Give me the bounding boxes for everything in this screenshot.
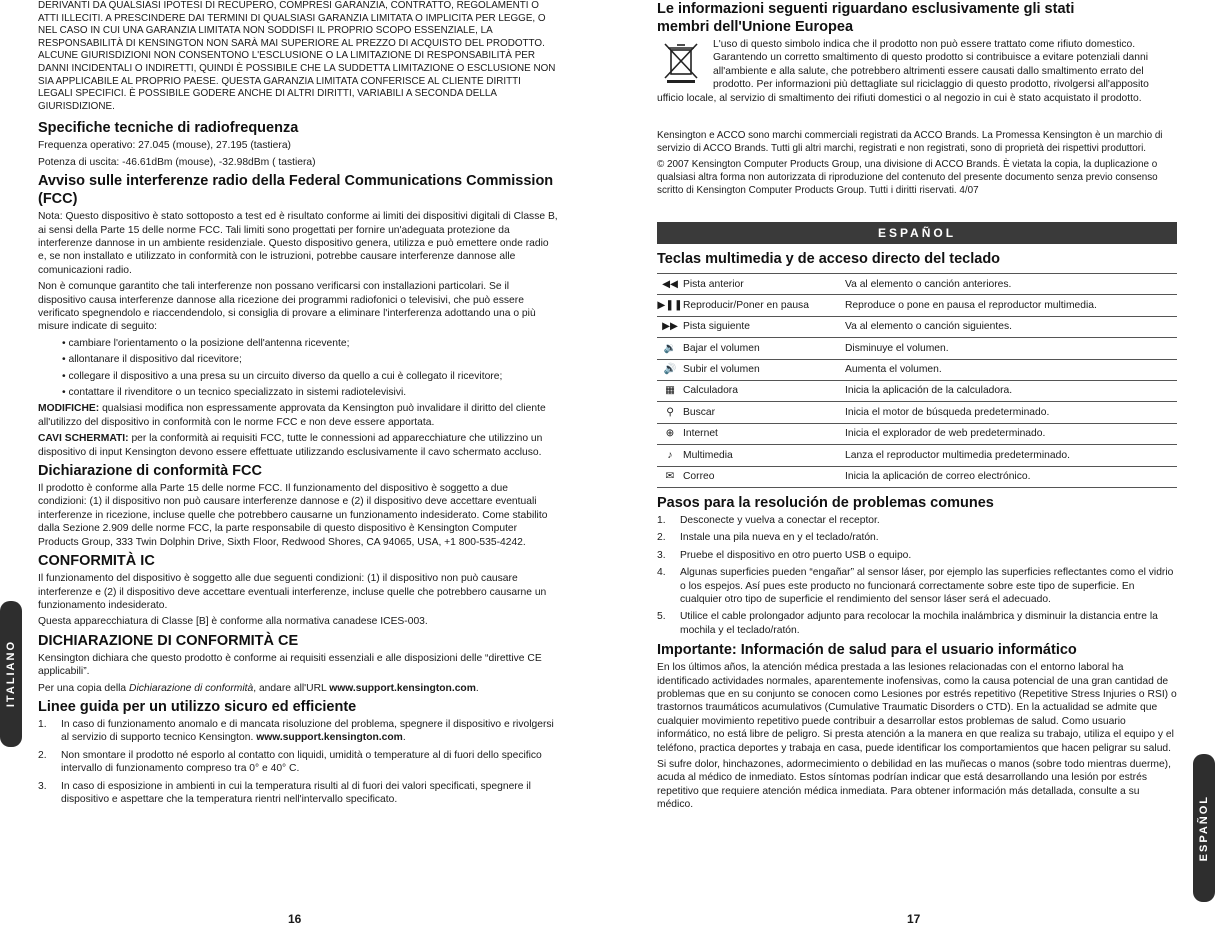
language-bar: ESPAÑOL (657, 222, 1177, 244)
list-text: Instale una pila nueva en y el teclado/ratón. (680, 532, 879, 544)
key-description: Inicia la aplicación de correo electrónico. (845, 466, 1177, 487)
volume-up-icon: 🔊 (657, 359, 683, 380)
previous-track-icon: ◀◀ (657, 274, 683, 295)
music-note-icon: ♪ (657, 445, 683, 466)
list-text: In caso di esposizione in ambienti in cui la temperatura risulti al di fuori dei valori specificati, spegnere il dispositivo e aspettare che la temperatura rientri nell'intervallo specificato. (61, 780, 531, 805)
table-row (657, 338, 1177, 359)
ce-heading: DICHIARAZIONE DI CONFORMITÀ CE (38, 632, 299, 649)
key-description: Va al elemento o canción anteriores. (845, 274, 1177, 295)
modifications-label: MODIFICHE: (38, 403, 100, 415)
copyright-text: © 2007 Kensington Computer Products Group, una divisione di ACCO Brands. È vietata la copia, la duplicazione o qualsiasi altra forma non autorizzata di riproduzione del contenuto del presente documento senza previo consenso scritto di Kensington Computer Products Group. Tutti i diritti riservati. 4/07 (657, 159, 1158, 197)
troubleshooting-heading: Pasos para la resolución de problemas comunes (657, 494, 994, 511)
list-text: Utilice el cable prolongador adjunto para recolocar la mochila inalámbrica y disminuir la distancia entre la mochila y el teclado/ratón. (680, 611, 1158, 636)
fcc-conformity-text: Il prodotto è conforme alla Parte 15 delle norme FCC. Il funzionamento del dispositivo è soggetto a due condizioni: (1) il dispositivo non può causare interferenze dannose e (2) il dispositivo deve accettare eventuali interferenze in ricezione, incluse quelle che potrebbero causarne un funzionamento indesiderato. Come stabilito dalla Sezione 2.909 delle norme FCC, la parte responsabile di questo dispositivo è Kensington Computer Products Group, 333 Twin Dolphin Drive, Sixth Floor, Redwood Shores, CA 94065, USA, +1 800-535-4242. (38, 483, 548, 548)
list-text: . (402, 732, 406, 744)
key-description: Reproduce o pone en pausa el reproductor multimedia. (845, 295, 1177, 316)
key-description: Va al elemento o canción siguientes. (845, 316, 1177, 337)
list-text: Pruebe el dispositivo en otro puerto USB o equipo. (680, 549, 912, 561)
language-tab-label: ITALIANO (5, 640, 17, 708)
modifications-text: qualsiasi modifica non espressamente approvata da Kensington può invalidare il diritto del cliente all'utilizzo del dispositivo in conformità con le norme FCC e non deve essere apportata. (38, 403, 546, 428)
key-name: Multimedia (683, 445, 845, 466)
eu-heading: Le informazioni seguenti riguardano esclusivamente gli stati membri dell'Unione Europea (657, 1, 1075, 35)
key-description: Inicia la aplicación de la calculadora. (845, 380, 1177, 401)
shielded-cables-text: per la conformità ai requisiti FCC, tutte le connessioni ad apparecchiature che utilizzino un dispositivo di input Kensington devono essere effettuate utilizzando esclusivamente il cavo schermato accluso. (38, 433, 543, 458)
table-row (657, 359, 1177, 380)
play-pause-icon: ▶❚❚ (657, 295, 683, 316)
table-row (657, 423, 1177, 444)
list-text: Algunas superficies pueden “engañar” al sensor láser, por ejemplo las superficies reflectantes como el vidrio o los espejos. Así pues este producto no funcionará correctamente sobre este tipo de superficie. En cualquier otro tipo de superficie el rendimiento del sensor láser será el adecuado. (680, 567, 1174, 605)
list-item: • contattare il rivenditore o un tecnico specializzato in sistemi radiotelevisivi. (38, 386, 558, 399)
list-text: In caso di funzionamento anomalo e di mancata risoluzione del problema, spegnere il dispositivo e rivolgersi al servizio di supporto tecnico Kensington. (61, 718, 554, 744)
shielded-cables-label: CAVI SCHERMATI: (38, 433, 129, 445)
list-item (657, 566, 1177, 606)
ce-paragraph-2 (38, 682, 558, 695)
globe-icon: ⊕ (657, 423, 683, 444)
ce-text: . (475, 682, 479, 694)
volume-down-icon: 🔉 (657, 338, 683, 359)
health-paragraph-2: Si sufre dolor, hinchazones, adormecimiento o debilidad en las muñecas o manos (sobre todo mientras duerme), acuda al médico de inmediato. Estos síntomas podrían indicar que está desarrollando una lesión por estrés repetitivo que requiere atención médica inmediata. Para obtener información más detallada, consulte a su médico. (657, 759, 1171, 811)
keys-heading: Teclas multimedia y de acceso directo del teclado (657, 251, 1001, 268)
ic-paragraph-1: Il funzionamento del dispositivo è soggetto alle due seguenti condizioni: (1) il dispositivo non può causare interferenze e (2) il dispositivo deve accettare eventuali interferenze, incluse quelle che potrebbero causarne un funzionamento indesiderato. (38, 573, 547, 611)
list-number: 2. (38, 749, 47, 761)
support-link[interactable]: www.support.kensington.com (329, 682, 476, 694)
list-text: Non smontare il prodotto né esporlo al contatto con liquidi, umidità o temperature al di fuori dello specifico intervallo di funzionamento compreso tra 0° e 40° C. (61, 749, 542, 775)
page-number-right: 17 (907, 912, 921, 926)
health-heading: Importante: Información de salud para el usuario informático (657, 642, 1077, 659)
list-item (657, 610, 1177, 637)
list-number: 3. (38, 780, 47, 792)
key-description: Inicia el motor de búsqueda predeterminado. (845, 402, 1177, 423)
troubleshooting-list (657, 514, 1177, 637)
key-name: Pista anterior (683, 274, 845, 295)
right-page (657, 0, 1177, 815)
safety-list (38, 718, 558, 806)
calculator-icon: ▦ (657, 380, 683, 401)
modifications-paragraph (38, 402, 558, 429)
envelope-icon: ✉ (657, 466, 683, 487)
table-row (657, 380, 1177, 401)
support-link[interactable]: www.support.kensington.com (256, 732, 403, 744)
trademark-text: Kensington e ACCO sono marchi commerciali registrati da ACCO Brands. La Promessa Kensington è un marchio di servizio di ACCO Brands. Tutti gli altri marchi, registrati e non registrati, sono di proprietà dei rispettivi produttori. (657, 130, 1163, 155)
key-name: Internet (683, 423, 845, 444)
list-number: 2. (657, 532, 666, 544)
key-name: Buscar (683, 402, 845, 423)
fcc-bullet-list (38, 337, 558, 400)
table-row (657, 295, 1177, 316)
ic-paragraph-2: Questa apparecchiatura di Classe [B] è conforme alla normativa canadese ICES-003. (38, 616, 428, 628)
key-name: Reproducir/Poner en pausa (683, 295, 845, 316)
list-number: 1. (657, 514, 666, 526)
page-number-left: 16 (288, 912, 302, 926)
ce-text: , andare all'URL (253, 682, 330, 694)
table-row (657, 445, 1177, 466)
key-description: Inicia el explorador de web predeterminado. (845, 423, 1177, 444)
table-row (657, 402, 1177, 423)
table-row (657, 466, 1177, 487)
list-item (657, 549, 1177, 562)
language-tab-spanish (1193, 754, 1215, 902)
key-name: Subir el volumen (683, 359, 845, 380)
left-page (38, 0, 558, 810)
warranty-legal-text: DERIVANTI DA QUALSIASI IPOTESI DI RECUPERO, COMPRESI GARANZIA, CONTRATTO, REGOLAMENTI O ATTI ILLECITI. A PRESCINDERE DAI TERMINI DI QUALSIASI GARANZIA LIMITATA O IMPLICITA PER LEGGE, O NEL CASO IN CUI UNA GARANZIA LIMITATA NON SODDISFI IL PROPRIO SCOPO ESSENZIALE, LA RESPONSABILITÀ DI KENSINGTON NON SARÀ MAI SUPERIORE AL PREZZO DI ACQUISTO DEL PRODOTTO. ALCUNE GIURISDIZIONI NON CONSENTONO L'ESCLUSIONE O LA LIMITAZIONE DI RESPONSABILITÀ PER DANNI INCIDENTALI O INDIRETTI, QUINDI È POSSIBILE CHE LA SUDDETTA LIMITAZIONE O ESCLUSIONE NON SIA APPLICABILE AL PROPRIO PAESE. QUESTA GARANZIA LIMITATA CONFERISCE AL CLIENTE DIRITTI LEGALI SPECIFICI. È POSSIBILE GODERE ANCHE DI ALTRI DIRITTI, VARIABILI A SECONDA DELLA GIURISDIZIONE. (38, 0, 556, 112)
list-item (38, 718, 558, 745)
search-icon: ⚲ (657, 402, 683, 423)
key-description: Aumenta el volumen. (845, 359, 1177, 380)
fcc-paragraph-1: Nota: Questo dispositivo è stato sottoposto a test ed è risultato conforme ai limiti dei dispositivi digitali di Classe B, ai sensi della Parte 15 delle norme FCC. Tali limiti sono progettati per fornire un'adeguata protezione da interferenze dannose in un ambiente residenziale. Questo dispositivo genera, utilizza e può emettere onde radio e, se non installato e utilizzato in conformità con le istruzioni, potrebbe causare interferenze dannose alle comunicazioni radio. (38, 211, 558, 276)
key-name: Calculadora (683, 380, 845, 401)
list-item (38, 749, 558, 776)
list-text: Desconecte y vuelva a conectar el receptor. (680, 514, 880, 526)
list-item: • allontanare il dispositivo dal ricevitore; (38, 353, 558, 366)
radio-frequency: Frequenza operativo: 27.045 (mouse), 27.195 (tastiera) (38, 140, 291, 152)
eu-disposal-text: L'uso di questo simbolo indica che il prodotto non può essere trattato come rifiuto domestico. Garantendo un corretto smaltimento di questo prodotto si contribuisce a evitare potenziali danni all'ambiente e alla salute, che potrebbero altrimenti essere causati dallo smaltimento errato del prodotto. Per informazioni più dettagliate sul riciclaggio di questo prodotto, rivolgersi all'apposito ufficio locale, al servizio di smaltimento dei rifiuti domestici o al negozio in cui è stato acquistato il prodotto. (657, 39, 1149, 104)
key-name: Correo (683, 466, 845, 487)
list-number: 4. (657, 567, 666, 579)
list-item: • collegare il dispositivo a una presa su un circuito diverso da quello a cui è collegato il ricevitore; (38, 370, 558, 383)
next-track-icon: ▶▶ (657, 316, 683, 337)
fcc-heading: Avviso sulle interferenze radio della Federal Communications Commission (FCC) (38, 173, 554, 208)
list-number: 1. (38, 718, 47, 730)
ce-paragraph-1: Kensington dichiara che questo prodotto è conforme ai requisiti essenziali e alle disposizioni delle “direttive CE applicabili”. (38, 652, 542, 678)
ce-declaration-title: Dichiarazione di conformità (129, 682, 254, 694)
fcc-paragraph-2: Non è comunque garantito che tali interferenze non possano verificarsi con installazioni particolari. Se il dispositivo causa interferenze dannose alla ricezione dei programmi radiofonici o televisivi, che può essere verificato spegnendolo e riaccendendolo, si consiglia di provare a eliminare l'interferenza adottando una o più misure indicate di seguito: (38, 281, 536, 333)
table-row (657, 274, 1177, 295)
ic-heading: CONFORMITÀ IC (38, 553, 155, 570)
language-tab-label: ESPAÑOL (1198, 794, 1210, 862)
keys-table (657, 273, 1177, 488)
crossed-bin-icon (657, 40, 705, 84)
radio-spec-heading: Specifiche tecniche di radiofrequenza (38, 120, 299, 137)
list-item (38, 780, 558, 807)
list-item: • cambiare l'orientamento o la posizione dell'antenna ricevente; (38, 337, 558, 350)
key-name: Bajar el volumen (683, 338, 845, 359)
safety-heading: Linee guida per un utilizzo sicuro ed efficiente (38, 698, 357, 715)
health-paragraph-1: En los últimos años, la atención médica prestada a las lesiones relacionadas con el entorno laboral ha identificado actividades normales, aparentemente inofensivas, como la causa potencial de una gran cantidad de problemas que en su conjunto se conocen como Lesiones por estrés repetitivo (Repetitive Stress Injuries o RSI) o trastornos traumáticos acumulativos (Cumulative Traumatic Disorders o CTD). En la actualidad se admite que cualquier movimiento repetitivo puede contribuir a desarrollar estos problemas de salud. Como usuario informático, no está libre de peligro. Si presta atención a la manera en que realiza su trabajo, utiliza el equipo y el teléfono, practica deportes y trabaja en casa, puede identificar los comportamientos que hacen peligrar su salud. (657, 662, 1177, 754)
table-row (657, 316, 1177, 337)
key-name: Pista siguiente (683, 316, 845, 337)
list-number: 3. (657, 549, 666, 561)
fcc-conformity-heading: Dichiarazione di conformità FCC (38, 463, 262, 480)
list-item (657, 531, 1177, 544)
list-number: 5. (657, 611, 666, 623)
language-tab-italian (0, 601, 22, 747)
shielded-cables-paragraph (38, 432, 558, 459)
radio-power: Potenza di uscita: -46.61dBm (mouse), -32.98dBm ( tastiera) (38, 156, 316, 168)
list-item (657, 514, 1177, 527)
ce-text: Per una copia della (38, 682, 130, 694)
key-description: Lanza el reproductor multimedia predeterminado. (845, 445, 1177, 466)
key-description: Disminuye el volumen. (845, 338, 1177, 359)
